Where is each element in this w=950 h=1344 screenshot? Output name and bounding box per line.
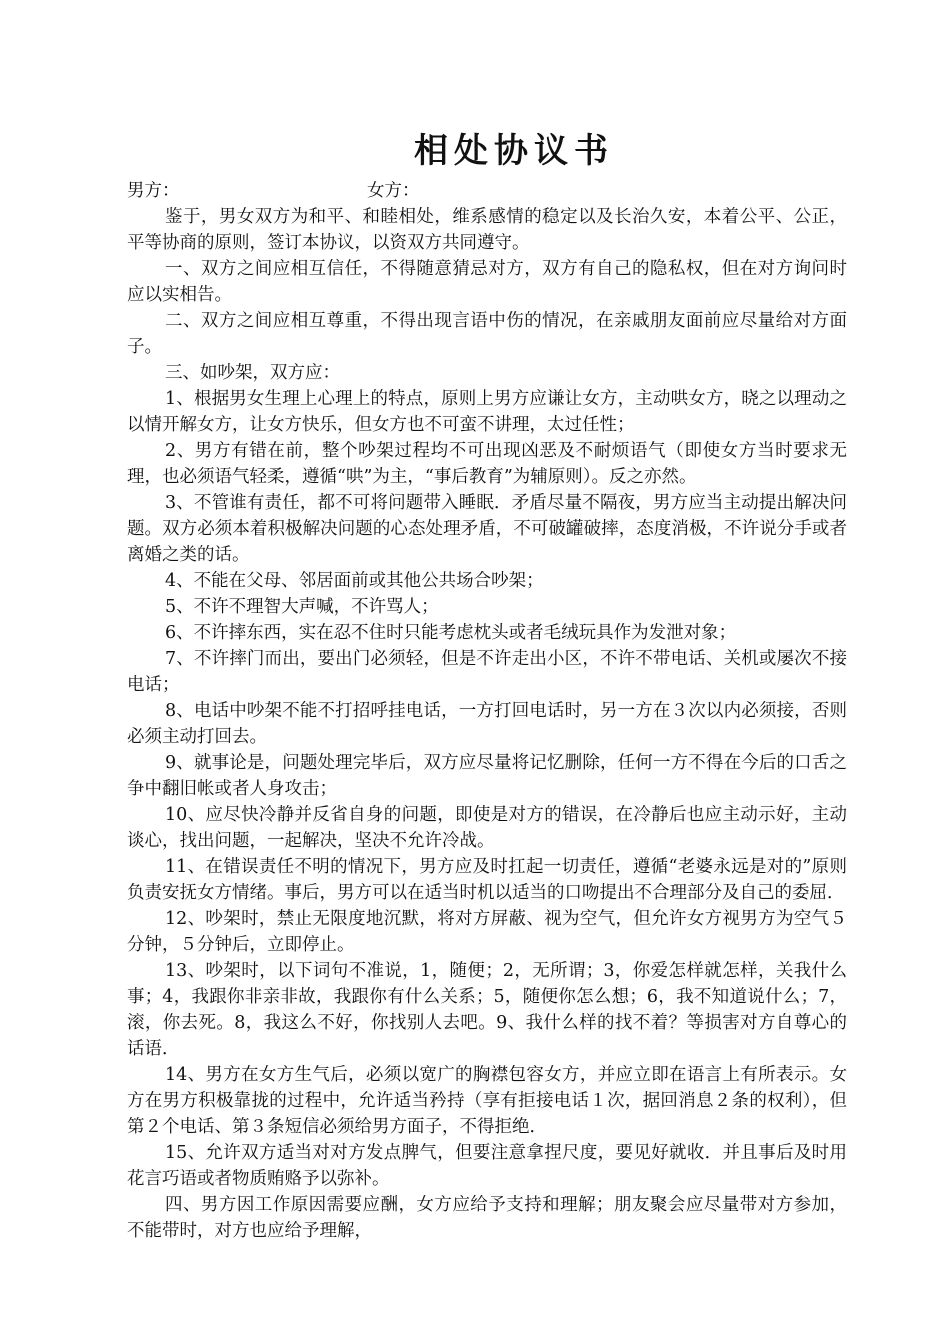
- male-party-label: 男方：: [127, 181, 180, 201]
- paragraph: 3、不管谁有责任，都不可将问题带入睡眠．矛盾尽量不隔夜，男方应当主动提出解决问题。双方必须本着积极解决问题的心态处理矛盾，不可破罐破摔，态度消极，不许说分手或者离婚之类的话。: [127, 493, 847, 565]
- document-title: 相处协议书: [414, 131, 614, 171]
- paragraph: 10、应尽快冷静并反省自身的问题，即使是对方的错误，在冷静后也应主动示好，主动谈心，找出问题，一起解决，坚决不允许冷战。: [127, 805, 847, 851]
- paragraph: 12、吵架时，禁止无限度地沉默，将对方屏蔽、视为空气，但允许女方视男方为空气５分钟，５分钟后，立即停止。: [127, 909, 847, 955]
- paragraph: 13、吵架时，以下词句不准说，1，随便；2，无所谓；3，你爱怎样就怎样，关我什么事；4，我跟你非亲非故，我跟你有什么关系；5，随便你怎么想；6，我不知道说什么；7，滚，你去死。8，我这么不好，你找别人去吧。9、我什么样的找不着？等损害对方自尊心的话语．: [127, 961, 847, 1059]
- paragraph: 三、如吵架，双方应：: [165, 363, 340, 383]
- paragraph: 9、就事论是，问题处理完毕后，双方应尽量将记忆删除，任何一方不得在今后的口舌之争中翻旧帐或者人身攻击；: [127, 753, 847, 799]
- paragraph: 6、不许摔东西，实在忍不住时只能考虑枕头或者毛绒玩具作为发泄对象；: [165, 623, 737, 643]
- paragraph: 2、男方有错在前，整个吵架过程均不可出现凶恶及不耐烦语气（即使女方当时要求无理，也必须语气轻柔，遵循“哄”为主，“事后教育”为辅原则）。反之亦然。: [127, 441, 847, 487]
- paragraph: 8、电话中吵架不能不打招呼挂电话，一方打回电话时，另一方在３次以内必须接，否则必须主动打回去。: [127, 701, 847, 747]
- document-body: [127, 204, 847, 1244]
- paragraph: 鉴于，男女双方为和平、和睦相处，维系感情的稳定以及长治久安，本着公平、公正，平等协商的原则，签订本协议，以资双方共同遵守。: [127, 207, 847, 253]
- paragraph: 15、允许双方适当对对方发点脾气，但要注意拿捏尺度，要见好就收．并且事后及时用花言巧语或者物质贿赂予以弥补。: [127, 1143, 847, 1189]
- female-party-label: 女方：: [367, 181, 420, 201]
- paragraph: 1、根据男女生理上心理上的特点，原则上男方应谦让女方，主动哄女方，晓之以理动之以情开解女方，让女方快乐，但女方也不可蛮不讲理，太过任性；: [127, 389, 847, 435]
- paragraph: 5、不许不理智大声喊，不许骂人；: [165, 597, 439, 617]
- paragraph: 11、在错误责任不明的情况下，男方应及时扛起一切责任，遵循“老婆永远是对的”原则负责安抚女方情绪。事后，男方可以在适当时机以适当的口吻提出不合理部分及自己的委屈．: [127, 857, 847, 903]
- party-line: [127, 178, 847, 204]
- paragraph: 四、男方因工作原因需要应酬，女方应给予支持和理解；朋友聚会应尽量带对方参加，不能带时，对方也应给予理解，: [127, 1195, 847, 1241]
- paragraph: 一、双方之间应相互信任，不得随意猜忌对方，双方有自己的隐私权，但在对方询问时应以实相告。: [127, 259, 847, 305]
- paragraph: 7、不许摔门而出，要出门必须轻，但是不许走出小区，不许不带电话、关机或屡次不接电话；: [127, 649, 847, 695]
- paragraph: 4、不能在父母、邻居面前或其他公共场合吵架；: [165, 571, 544, 591]
- paragraph: 二、双方之间应相互尊重，不得出现言语中伤的情况，在亲戚朋友面前应尽量给对方面子。: [127, 311, 847, 357]
- paragraph: 14、男方在女方生气后，必须以宽广的胸襟包容女方，并应立即在语言上有所表示。女方在男方积极靠拢的过程中，允许适当矜持（享有拒接电话１次，据回消息２条的权利），但第２个电话、第３条短信必须给男方面子，不得拒绝．: [127, 1065, 847, 1137]
